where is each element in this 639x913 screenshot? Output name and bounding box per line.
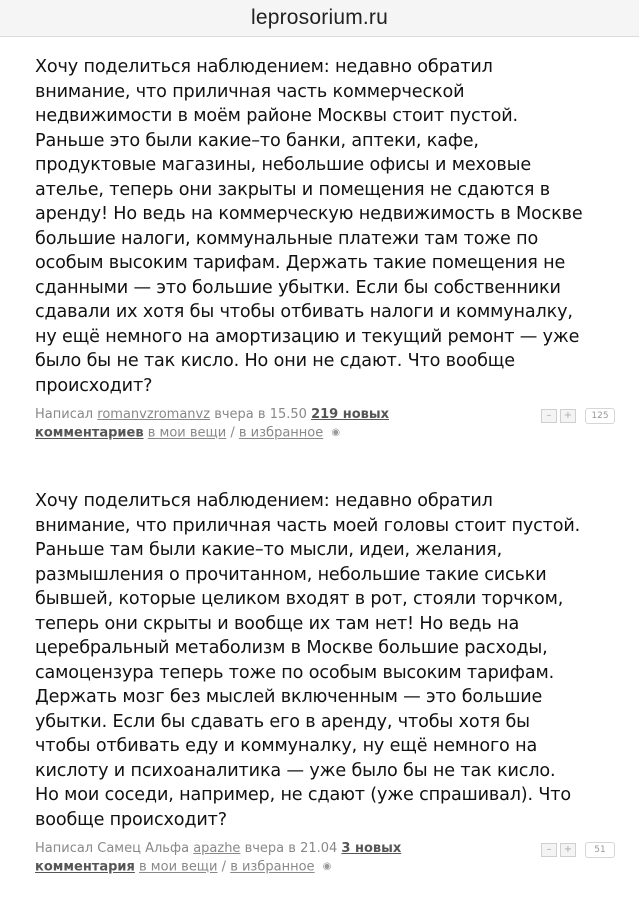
rating-count: 125 [585, 408, 615, 424]
comments-link[interactable]: 219 новых комментариев [35, 407, 390, 441]
vote-plus-button[interactable]: + [560, 843, 576, 857]
written-by-label: Написал [35, 407, 94, 422]
author-link[interactable]: romanvzromanvz [97, 407, 211, 422]
post-meta [35, 406, 455, 443]
my-things-link[interactable]: в мои вещи [147, 425, 227, 441]
separator: / [230, 425, 235, 441]
favorites-link[interactable]: в избранное [230, 859, 315, 875]
vote-minus-button[interactable]: – [541, 843, 557, 857]
post-footer [35, 840, 615, 877]
written-by-label: Написал [35, 841, 94, 856]
vote-plus-button[interactable]: + [560, 409, 576, 423]
post [35, 489, 615, 877]
author-title: Самец Альфа [97, 841, 190, 856]
author-link[interactable]: apazhe [193, 841, 241, 856]
post-body: Хочу поделиться наблюдением: недавно обратил внимание, что приличная часть моей головы стоит пустой. Раньше там были какие–то мысли, идеи, желания, размышления о прочитанном, небольшие такие сиськи бывшей, которые целиком входят в рот, стояли торчком, теперь они скрыты и вообще их там нет! Но ведь на церебральный метаболизм в Москве большие расходы, самоцензура теперь тоже по особым высоким тарифам. Держать мозг без мыслей включенным — это большие убытки. Если бы сдавать его в аренду, чтобы хотя бы чтобы отбивать еду и коммуналку, ну ещё немного на кислоту и психоаналитика — уже было бы не так кисло. Но мои соседи, например, не сдают (уже спрашивал). Что вообще происходит? [35, 491, 581, 830]
vote-box [541, 408, 615, 424]
post-time: вчера в 15.50 [214, 407, 307, 422]
check-circle-icon[interactable]: ◉ [331, 427, 341, 438]
top-bar [0, 0, 639, 37]
post [35, 55, 615, 443]
check-circle-icon[interactable]: ◉ [322, 861, 332, 872]
my-things-link[interactable]: в мои вещи [139, 859, 218, 875]
post-time: вчера в 21.04 [244, 841, 338, 856]
separator: / [221, 859, 227, 875]
post-footer [35, 406, 615, 443]
vote-minus-button[interactable]: – [541, 409, 557, 423]
rating-count: 51 [585, 842, 615, 858]
post-meta [35, 840, 455, 877]
post-body: Хочу поделиться наблюдением: недавно обратил внимание, что приличная часть коммерческой недвижимости в моём районе Москвы стоит пустой. Раньше это были какие–то банки, аптеки, кафе, продуктовые магазины, небольшие офисы и меховые ателье, теперь они закрыты и помещения не сдаются в аренду! Но ведь на коммерческую недвижимость в Москве большие налоги, коммунальные платежи там тоже по особым высоким тарифам. Держать такие помещения не сданными — это большие убытки. Если бы собственники сдавали их хотя бы чтобы отбивать налоги и коммуналку, ну ещё немного на амортизацию и текущий ремонт — уже было бы не так кисло. Но они не сдают. Что вообще происходит? [35, 57, 583, 396]
site-title[interactable]: leprosorium.ru [250, 6, 388, 29]
vote-box [541, 842, 615, 858]
comments-link[interactable]: 3 новых комментария [35, 841, 402, 875]
favorites-link[interactable]: в избранное [238, 425, 324, 441]
